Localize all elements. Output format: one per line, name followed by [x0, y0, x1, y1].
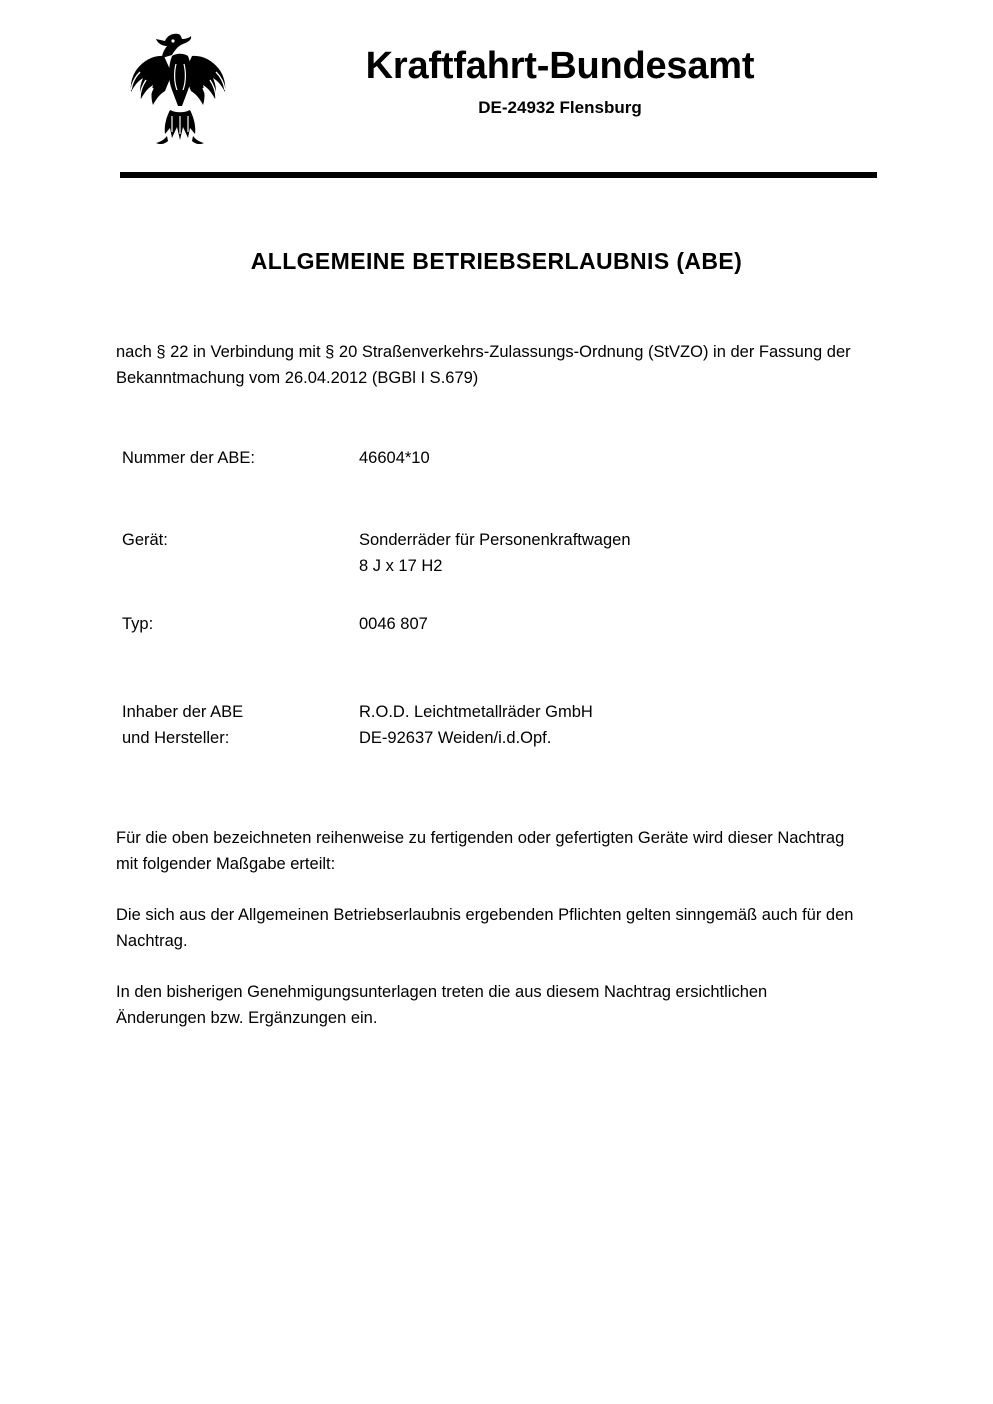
legal-basis-paragraph: nach § 22 in Verbindung mit § 20 Straßenverkehrs-Zulassungs-Ordnung (StVZO) in der Fassung der Bekanntmachung vom 26.04.2012 (BGBl I S.679)	[116, 343, 851, 387]
holder-value	[359, 699, 859, 752]
organization-address: DE-24932 Flensburg	[478, 97, 642, 117]
holder-value-line-2: DE-92637 Weiden/i.d.Opf.	[359, 729, 552, 748]
field-row-holder	[122, 699, 862, 759]
holder-label	[122, 699, 352, 752]
device-value-line-2: 8 J x 17 H2	[359, 557, 443, 576]
body-paragraph-2: Die sich aus der Allgemeinen Betriebserlaubnis ergebenden Pflichten gelten sinngemäß auch für den Nachtrag.	[116, 906, 854, 950]
device-value-line-1: Sonderräder für Personenkraftwagen	[359, 531, 631, 549]
document-header	[120, 28, 880, 148]
holder-value-line-1: R.O.D. Leichtmetallräder GmbH	[359, 703, 593, 721]
field-list	[122, 445, 862, 759]
federal-eagle-icon	[120, 28, 240, 158]
organization-name: Kraftfahrt-Bundesamt	[365, 45, 755, 87]
abe-number-value: 46604*10	[359, 449, 430, 467]
header-divider	[120, 172, 877, 178]
field-row-device	[122, 527, 862, 611]
field-row-type	[122, 611, 862, 699]
field-row-abe-number	[122, 445, 862, 527]
header-text-block	[240, 46, 880, 118]
body-paragraph-1: Für die oben bezeichneten reihenweise zu fertigenden oder gefertigten Geräte wird dieser Nachtrag mit folgender Maßgabe erteilt:	[116, 829, 845, 873]
type-value: 0046 807	[359, 615, 428, 633]
device-value	[359, 527, 859, 580]
body-paragraphs	[116, 826, 861, 1031]
device-label: Gerät:	[122, 531, 168, 549]
document-title: ALLGEMEINE BETRIEBSERLAUBNIS (ABE)	[250, 248, 743, 274]
type-label: Typ:	[122, 615, 154, 633]
abe-number-label: Nummer der ABE:	[122, 449, 255, 467]
holder-label-line-1: Inhaber der ABE	[122, 703, 244, 721]
body-paragraph-3: In den bisherigen Genehmigungsunterlagen treten die aus diesem Nachtrag ersichtlichen Änderungen bzw. Ergänzungen ein.	[116, 983, 768, 1027]
holder-label-line-2: und Hersteller:	[122, 729, 230, 748]
